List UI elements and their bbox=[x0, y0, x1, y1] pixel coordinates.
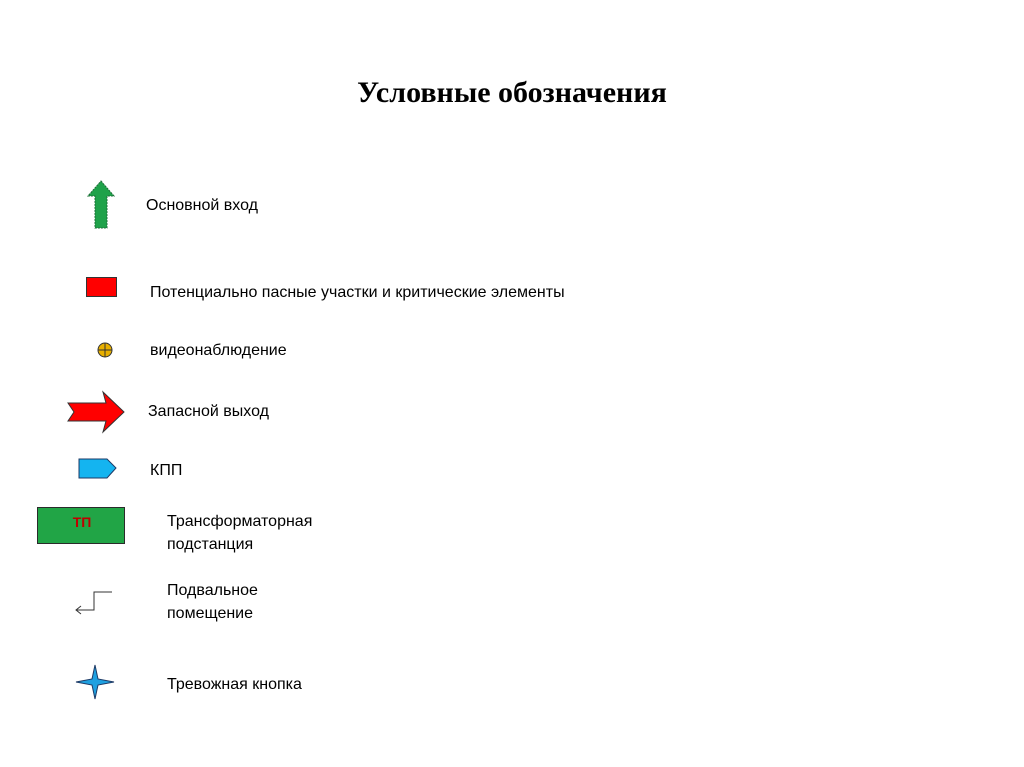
legend-label-basement-line1: Подвальное bbox=[167, 582, 258, 599]
legend-label-transformer bbox=[167, 510, 312, 556]
step-arrow-icon bbox=[72, 589, 116, 619]
legend-label-transformer-line1: Трансформаторная bbox=[167, 513, 313, 530]
red-right-arrow-icon bbox=[67, 391, 127, 433]
blue-pentagon-icon bbox=[77, 458, 119, 480]
legend-label-basement bbox=[167, 579, 258, 625]
legend-label-video-surveillance: видеонаблюдение bbox=[150, 342, 287, 359]
legend-label-emergency-exit: Запасной выход bbox=[148, 403, 269, 420]
legend-label-basement-line2: помещение bbox=[167, 605, 254, 622]
transformer-box-icon bbox=[37, 507, 125, 544]
legend-label-main-entrance: Основной вход bbox=[146, 197, 258, 214]
four-point-star-icon bbox=[75, 664, 115, 700]
red-rectangle-icon bbox=[86, 277, 118, 299]
legend-label-checkpoint: КПП bbox=[150, 462, 183, 479]
crosshair-circle-icon bbox=[96, 341, 114, 359]
green-up-arrow-icon bbox=[86, 180, 116, 230]
legend-label-transformer-line2: подстанция bbox=[167, 536, 254, 553]
legend-label-danger-zones: Потенциально пасные участки и критические элементы bbox=[150, 284, 565, 301]
page-title: Условные обозначения bbox=[357, 76, 667, 109]
legend-label-alarm-button: Тревожная кнопка bbox=[167, 676, 302, 693]
transformer-box-text: ТП bbox=[72, 514, 92, 530]
